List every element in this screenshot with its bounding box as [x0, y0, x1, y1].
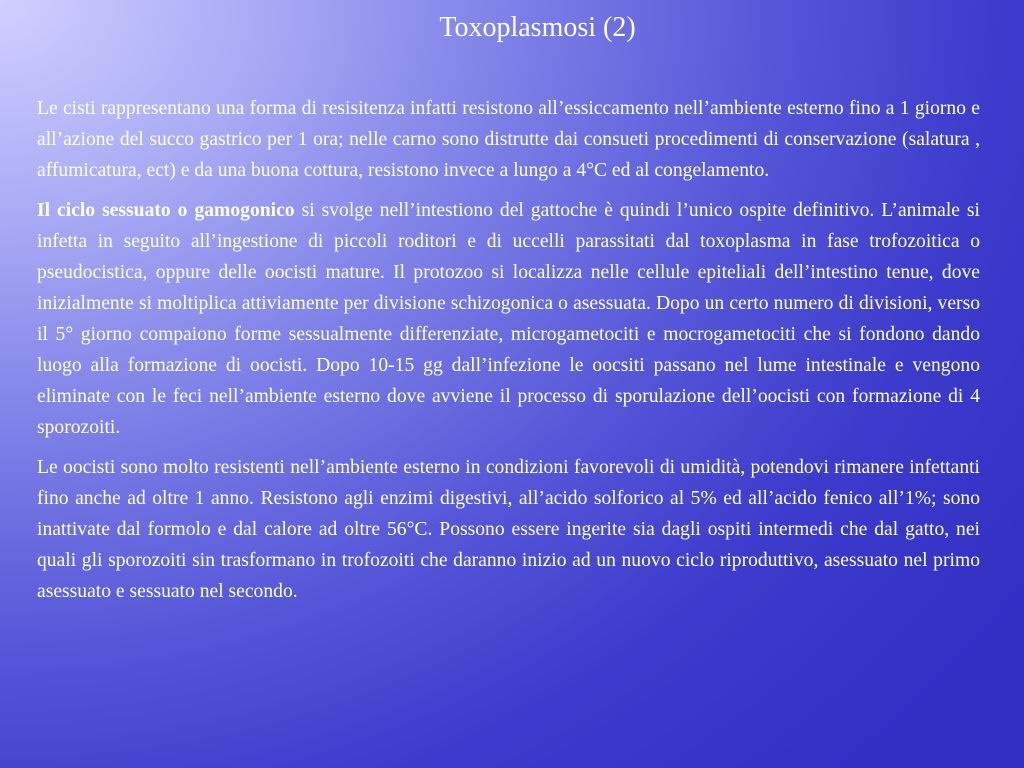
- paragraph-cysts-resistance: Le cisti rappresentano una forma di resisitenza infatti resistono all’essiccamento nell’ambiente esterno fino a 1 giorno e all’azione del succo gastrico per 1 ora; nelle carno sono distrutte dai consueti procedimenti di conservazione (salatura , affumicatura, ect) e da una buona cottura, resistono invece a lungo a 4°C ed al congelamento.: [37, 98, 980, 181]
- paragraph-oocysts-resistance: Le oocisti sono molto resistenti nell’ambiente esterno in condizioni favorevoli di umidità, potendovi rimanere infettanti fino anche ad oltre 1 anno. Resistono agli enzimi digestivi, all’acido solforico al 5% ed all’acido fenico all’1%; sono inattivate dal formolo e dal calore ad oltre 56°C. Possono essere ingerite sia dagli ospiti intermedi che dal gatto, nei quali gli sporozoiti sin trasformano in trofozoiti che daranno inizio ad un nuovo ciclo riproduttivo, asessuato nel primo asessuato e sessuato nel secondo.: [37, 457, 980, 602]
- sexual-cycle-body: si svolge nell’intestiono del gattoche è quindi l’unico ospite definitivo. L’animale si infetta in seguito all’ingestione di piccoli roditori e di uccelli parassitati dal toxoplasma in fase trofozoitica o pseudocistica, oppure delle oocisti mature. Il protozoo si localizza nelle cellule epiteliali dell’intestino tenue, dove inizialmente si moltiplica attiviamente per divisione schizogonica o asessuata. Dopo un certo numero di divisioni, verso il 5° giorno compaiono forme sessualmente differenziate, microgametociti e mocrogametociti che si fondono dando luogo alla formazione di oocisti. Dopo 10-15 gg dall’infezione le oocsiti passano nel lume intestinale e vengono eliminate con le feci nell’ambiente esterno dove avviene il processo di sporulazione dell’oocisti con formazione di 4 sporozoiti.: [37, 200, 981, 438]
- paragraph-sexual-cycle: [37, 195, 980, 443]
- slide-content: [37, 93, 980, 607]
- slide-title: Toxoplasmosi (2): [439, 12, 636, 43]
- sexual-cycle-heading: Il ciclo sessuato o gamogonico: [37, 200, 295, 221]
